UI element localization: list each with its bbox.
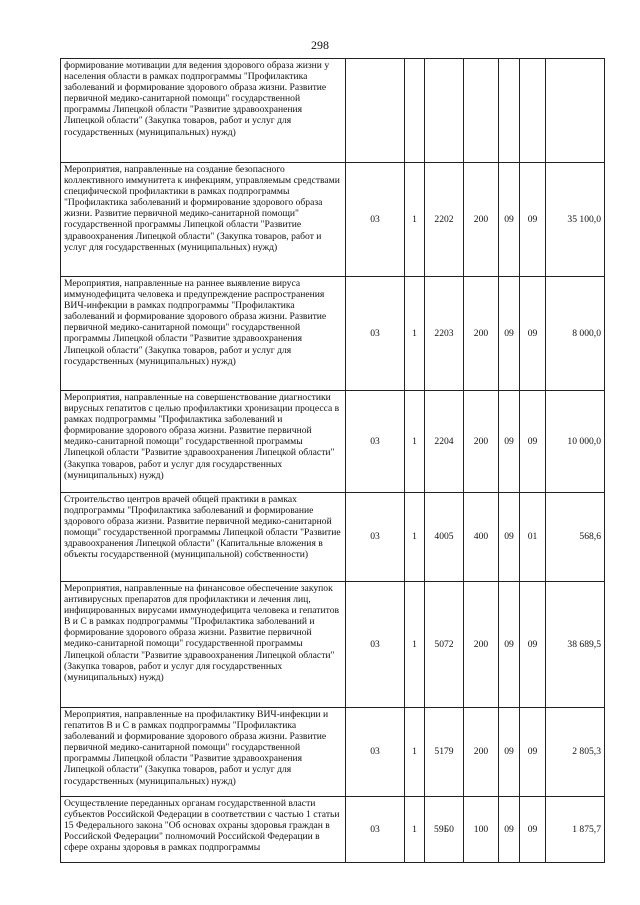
page-number: 298 [311, 38, 329, 52]
direction-code: 2204 [425, 391, 464, 493]
subsection-code: 01 [520, 493, 546, 582]
direction-code: 4005 [425, 493, 464, 582]
table-row [61, 277, 605, 391]
expense-type-code: 400 [464, 493, 499, 582]
program-code: 03 [346, 163, 405, 277]
table-row [61, 493, 605, 582]
program-code: 03 [346, 582, 405, 708]
expense-type-code: 200 [464, 708, 499, 797]
amount: 38 689,5 [546, 582, 605, 708]
amount: 8 000,0 [546, 277, 605, 391]
row-description: Мероприятия, направленные на совершенствование диагностики вирусных гепатитов с целью профилактики хронизации процесса в рамках подпрограммы "Профилактика заболеваний и формирование здорового образа жизни. Развитие первичной медико-санитарной помощи" государственной программы Липецкой области "Развитие здравоохранения Липецкой области" (Закупка товаров, работ и услуг для государственных (муниципальных) нужд) [61, 391, 346, 493]
section-code: 09 [499, 708, 520, 797]
expense-type-code: 200 [464, 391, 499, 493]
budget-table [60, 58, 605, 863]
program-code: 03 [346, 797, 405, 863]
section-code: 09 [499, 493, 520, 582]
expense-type-code: 200 [464, 163, 499, 277]
amount: 35 100,0 [546, 163, 605, 277]
table-row [61, 59, 605, 163]
expense-type-code [464, 59, 499, 163]
direction-code: 5072 [425, 582, 464, 708]
table-row [61, 708, 605, 797]
direction-code: 2202 [425, 163, 464, 277]
program-code: 03 [346, 708, 405, 797]
subsection-code: 09 [520, 277, 546, 391]
program-code [346, 59, 405, 163]
section-code: 09 [499, 163, 520, 277]
subprogram-code: 1 [405, 493, 425, 582]
row-description: Мероприятия, направленные на финансовое обеспечение закупок антивирусных препаратов для профилактики и лечения лиц, инфицированных вирусами иммунодефицита человека и гепатитов B и C в рамках подпрограммы "Профилактика заболеваний и формирование здорового образа жизни. Развитие первичной медико-санитарной помощи" государственной программы Липецкой области "Развитие здравоохранения Липецкой области" (Закупка товаров, работ и услуг для государственных (муниципальных) нужд) [61, 582, 346, 708]
amount [546, 59, 605, 163]
program-code: 03 [346, 493, 405, 582]
expense-type-code: 200 [464, 582, 499, 708]
row-description: Мероприятия, направленные на раннее выявление вируса иммунодефицита человека и предупреждение распространения ВИЧ-инфекции в рамках подпрограммы "Профилактика заболеваний и формирование здорового образа жизни. Развитие первичной медико-санитарной помощи" государственной программы Липецкой области "Развитие здравоохранения Липецкой области" (Закупка товаров, работ и услуг для государственных (муниципальных) нужд) [61, 277, 346, 391]
row-description: Строительство центров врачей общей практики в рамках подпрограммы "Профилактика заболеваний и формирование здорового образа жизни. Развитие первичной медико-санитарной помощи" государственной программы Липецкой области "Развитие здравоохранения Липецкой области" (Капитальные вложения в объекты государственной (муниципальной) собственности) [61, 493, 346, 582]
row-description: Осуществление переданных органам государственной власти субъектов Российской Федерации в соответствии с частью 1 статьи 15 Федерального закона "Об основах охраны здоровья граждан в Российской Федерации" полномочий Российской Федерации в сфере охраны здоровья в рамках подпрограммы [61, 797, 346, 863]
amount: 1 875,7 [546, 797, 605, 863]
subprogram-code: 1 [405, 582, 425, 708]
subsection-code: 09 [520, 582, 546, 708]
table-row [61, 391, 605, 493]
amount: 2 805,3 [546, 708, 605, 797]
program-code: 03 [346, 277, 405, 391]
subprogram-code: 1 [405, 163, 425, 277]
table-row [61, 163, 605, 277]
subsection-code: 09 [520, 391, 546, 493]
subprogram-code: 1 [405, 708, 425, 797]
subprogram-code: 1 [405, 797, 425, 863]
row-description: формирование мотивации для ведения здорового образа жизни у населения области в рамках подпрограммы "Профилактика заболеваний и формирование здорового образа жизни. Развитие первичной медико-санитарной помощи" государственной программы Липецкой области "Развитие здравоохранения Липецкой области" (Закупка товаров, работ и услуг для государственных (муниципальных) нужд) [61, 59, 346, 163]
row-description: Мероприятия, направленные на профилактику ВИЧ-инфекции и гепатитов B и C в рамках подпрограммы "Профилактика заболеваний и формирование здорового образа жизни. Развитие первичной медико-санитарной помощи" государственной программы Липецкой области "Развитие здравоохранения Липецкой области" (Закупка товаров, работ и услуг для государственных (муниципальных) нужд) [61, 708, 346, 797]
table-row [61, 797, 605, 863]
direction-code [425, 59, 464, 163]
direction-code: 59Б0 [425, 797, 464, 863]
section-code: 09 [499, 391, 520, 493]
section-code [499, 59, 520, 163]
subprogram-code: 1 [405, 277, 425, 391]
subsection-code: 09 [520, 163, 546, 277]
subsection-code [520, 59, 546, 163]
subprogram-code [405, 59, 425, 163]
amount: 10 000,0 [546, 391, 605, 493]
subsection-code: 09 [520, 708, 546, 797]
subsection-code: 09 [520, 797, 546, 863]
subprogram-code: 1 [405, 391, 425, 493]
section-code: 09 [499, 277, 520, 391]
direction-code: 2203 [425, 277, 464, 391]
program-code: 03 [346, 391, 405, 493]
expense-type-code: 100 [464, 797, 499, 863]
section-code: 09 [499, 797, 520, 863]
section-code: 09 [499, 582, 520, 708]
expense-type-code: 200 [464, 277, 499, 391]
table-row [61, 582, 605, 708]
row-description: Мероприятия, направленные на создание безопасного коллективного иммунитета к инфекциям, управляемым средствами специфической профилактики в рамках подпрограммы "Профилактика заболеваний и формирование здорового образа жизни. Развитие первичной медико-санитарной помощи" государственной программы Липецкой области "Развитие здравоохранения Липецкой области" (Закупка товаров, работ и услуг для государственных (муниципальных) нужд) [61, 163, 346, 277]
amount: 568,6 [546, 493, 605, 582]
direction-code: 5179 [425, 708, 464, 797]
